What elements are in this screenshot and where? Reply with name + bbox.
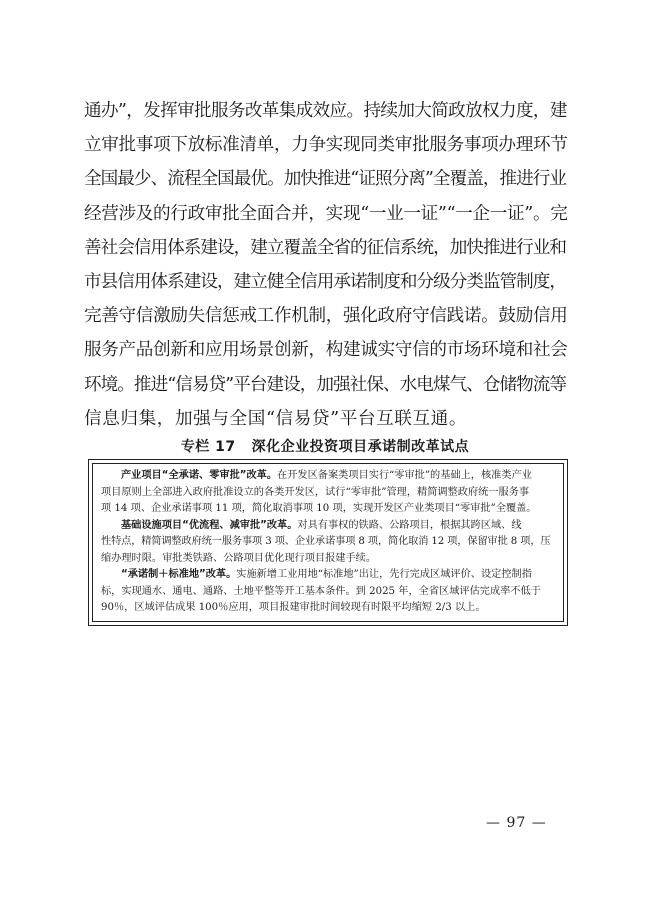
box-item-line: 性特点，精简调整政府统一服务事项 3 项、企业承诺事项 8 项，简化取消 12 项，保留审批 8 项，压 (101, 536, 551, 547)
paragraph-line: 全国最少、流程全国最优。加快推进“证照分离”全覆盖，推进行业 (84, 169, 567, 190)
column-label: 专栏 17 (180, 439, 236, 455)
main-paragraph (84, 94, 568, 436)
box-item-line: 项目原则上全部进入政府批准设立的各类开发区，试行“零审批”管理，精简调整政府统一服务事 (101, 486, 530, 498)
box-item-first-line (101, 468, 551, 485)
column-box-content (101, 468, 551, 617)
page-number: — 97 — (486, 815, 547, 831)
box-item-line: 项 14 项、企业承诺事项 11 项，简化取消事项 10 项，实现开发区产业类项目“零审批”全覆盖。 (101, 503, 537, 514)
paragraph-line: 环境。推进“信易贷”平台建设，加强社保、水电煤气、仓储物流等 (84, 374, 567, 395)
paragraph-line: 立审批事项下放标准清单，力争实现同类审批服务事项办理环节 (84, 135, 568, 156)
paragraph-line: 服务产品创新和应用场景创新，构建诚实守信的市场环境和社会 (84, 340, 568, 361)
box-item-heading: 基础设施项目“优流程、减审批”改革。 (121, 519, 298, 531)
box-item-text: 实施新增工业用地“标准地”出让，先行完成区域评价、设定控制指 (236, 569, 532, 580)
paragraph-line: 信息归集，加强与全国“信易贷”平台互联互通。 (84, 408, 468, 429)
box-item-text: 在开发区备案类项目实行“零审批”的基础上，核准类产业 (277, 470, 532, 481)
box-item-heading: 产业项目“全承诺、零审批”改革。 (121, 470, 278, 481)
box-item-first-line (101, 567, 551, 584)
paragraph-line: 通办”，发挥审批服务改革集成效应。持续加大简政放权力度，建 (84, 101, 567, 121)
box-item-first-line (101, 518, 551, 535)
column-heading: 深化企业投资项目承诺制改革试点 (251, 439, 470, 455)
box-item-line: 90％，区域评估成果 100％应用，项目报建审批时间较现有时限平均缩短 2/3 以上。 (101, 602, 486, 613)
column-box-title (0, 436, 650, 456)
paragraph-line: 善社会信用体系建设，建立覆盖全省的征信系统，加快推进行业和 (84, 237, 567, 258)
box-item-line: 缩办理时限。审批类铁路、公路项目优化现行项目报建手续。 (101, 552, 377, 564)
box-item-line: 标，实现通水、通电、通路、土地平整等开工基本条件。到 2025 年，全省区域评估完成率不低于 (101, 585, 541, 597)
box-item-text: 对具有事权的铁路、公路项目，根据其跨区域、线 (297, 519, 522, 531)
box-item-heading: “承诺制＋标准地”改革。 (121, 569, 237, 580)
column-box (88, 459, 568, 626)
paragraph-line: 经营涉及的行政审批全面合并，实现“一业一证”“一企一证”。完 (84, 203, 568, 224)
paragraph-line: 市县信用体系建设，建立健全信用承诺制度和分级分类监管制度， (84, 272, 567, 293)
paragraph-line: 完善守信激励失信惩戒工作机制，强化政府守信践诺。鼓励信用 (84, 306, 568, 327)
